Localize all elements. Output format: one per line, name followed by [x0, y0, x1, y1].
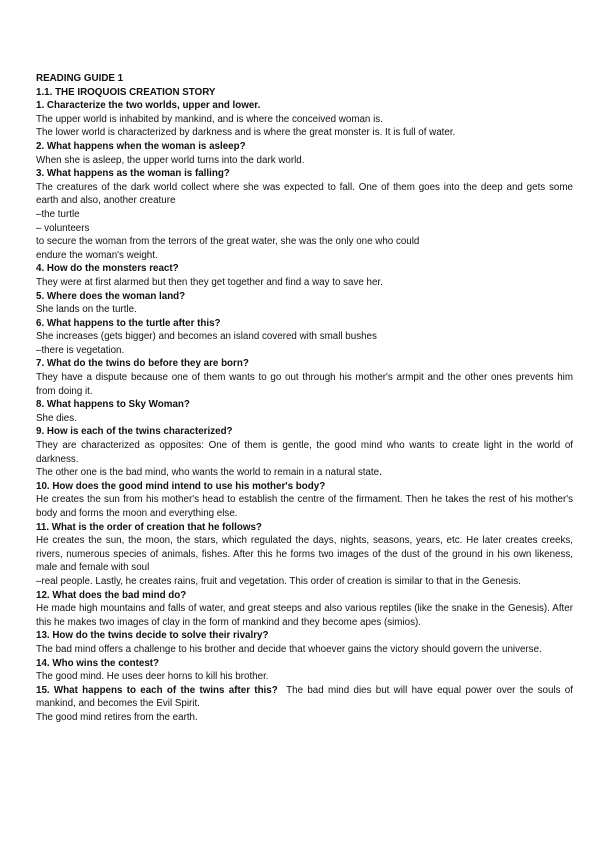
answer-3-line-5: endure the woman's weight. — [36, 249, 158, 261]
answer-7-line-1: They have a dispute because one of them wants to go out through his mother's armpit and the other ones prevents him from doing it. — [36, 372, 573, 397]
answer-6-line-1: She increases (gets bigger) and becomes an island covered with small bushes — [36, 331, 377, 343]
answer-15-inline: The bad mind dies but will have equal power over the souls of mankind, and becomes the Evil Spirit. — [36, 684, 573, 710]
question-3: 3. What happens as the woman is falling? — [36, 168, 230, 180]
answer-4-line-1: They were at first alarmed but then they get together and find a way to save her. — [36, 276, 383, 288]
answer-12-line-1: He made high mountains and falls of water, and great steeps and also various reptiles (like the snake in the Genesis). After this he makes two images of clay in the form of mankind and they become apes (simios). — [36, 603, 573, 628]
answer-2-line-1: When she is asleep, the upper world turns into the dark world. — [36, 154, 305, 166]
question-4: 4. How do the monsters react? — [36, 263, 179, 275]
answer-3-line-2: –the turtle — [36, 208, 80, 220]
answer-3-line-3: – volunteers — [36, 222, 90, 234]
answer-10-line-1: He creates the sun from his mother's head to establish the centre of the firmament. Then he takes the rest of his mother's body and forms the moon and everything else. — [36, 494, 573, 519]
answer-8-line-1: She dies. — [36, 412, 77, 424]
answer-5-line-1: She lands on the turtle. — [36, 304, 137, 316]
answer-1-line-1: The upper world is inhabited by mankind, and is where the conceived woman is. — [36, 113, 383, 125]
question-13: 13. How do the twins decide to solve their rivalry? — [36, 630, 269, 642]
question-5: 5. Where does the woman land? — [36, 290, 186, 302]
question-11: 11. What is the order of creation that he follows? — [36, 521, 262, 533]
question-15: 15. What happens to each of the twins after this? — [36, 684, 278, 696]
question-15-block — [36, 684, 573, 711]
question-14: 14. Who wins the contest? — [36, 657, 160, 669]
answer-6-line-2: –there is vegetation. — [36, 344, 125, 356]
answer-3-line-4: to secure the woman from the terrors of the great water, she was the only one who could — [36, 236, 420, 248]
question-1: 1. Characterize the two worlds, upper and lower. — [36, 100, 261, 112]
question-10: 10. How does the good mind intend to use his mother's body? — [36, 480, 326, 492]
answer-11-line-2: –real people. Lastly, he creates rains, fruit and vegetation. This order of creation is similar to that in the Genesis. — [36, 575, 521, 587]
answer-13-line-1: The bad mind offers a challenge to his brother and decide that whoever gains the victory should govern the universe. — [36, 643, 542, 655]
question-9: 9. How is each of the twins characterized? — [36, 426, 233, 438]
question-2: 2. What happens when the woman is asleep? — [36, 140, 246, 152]
answer-11-line-1: He creates the sun, the moon, the stars, which regulated the days, nights, seasons, years, etc. He later creates creeks, rivers, numerous species of animals, fishes. After this he forms two images of the dust of the ground in his own likeness, male and female with soul — [36, 535, 573, 574]
question-12: 12. What does the bad mind do? — [36, 589, 187, 601]
document-subtitle: 1.1. THE IROQUOIS CREATION STORY — [36, 86, 216, 98]
question-6: 6. What happens to the turtle after this? — [36, 317, 221, 329]
answer-9-line-2: The other one is the bad mind, who wants the world to remain in a natural state. — [36, 467, 382, 479]
answer-3-line-1: The creatures of the dark world collect where she was expected to fall. One of them goes into the deep and gets some earth and also, another creature — [36, 181, 573, 207]
document-page — [36, 72, 573, 725]
question-8: 8. What happens to Sky Woman? — [36, 399, 190, 411]
answer-9-line-1: They are characterized as opposites: One of them is gentle, the good mind who wants to create light in the world of darkness. — [36, 440, 573, 465]
answer-1-line-2: The lower world is characterized by darkness and is where the great monster is. It is full of water. — [36, 127, 456, 139]
question-7: 7. What do the twins do before they are born? — [36, 358, 249, 370]
document-title: READING GUIDE 1 — [36, 73, 124, 84]
answer-14-line-1: The good mind. He uses deer horns to kill his brother. — [36, 671, 269, 683]
answer-15-line-1: The good mind retires from the earth. — [36, 711, 198, 723]
